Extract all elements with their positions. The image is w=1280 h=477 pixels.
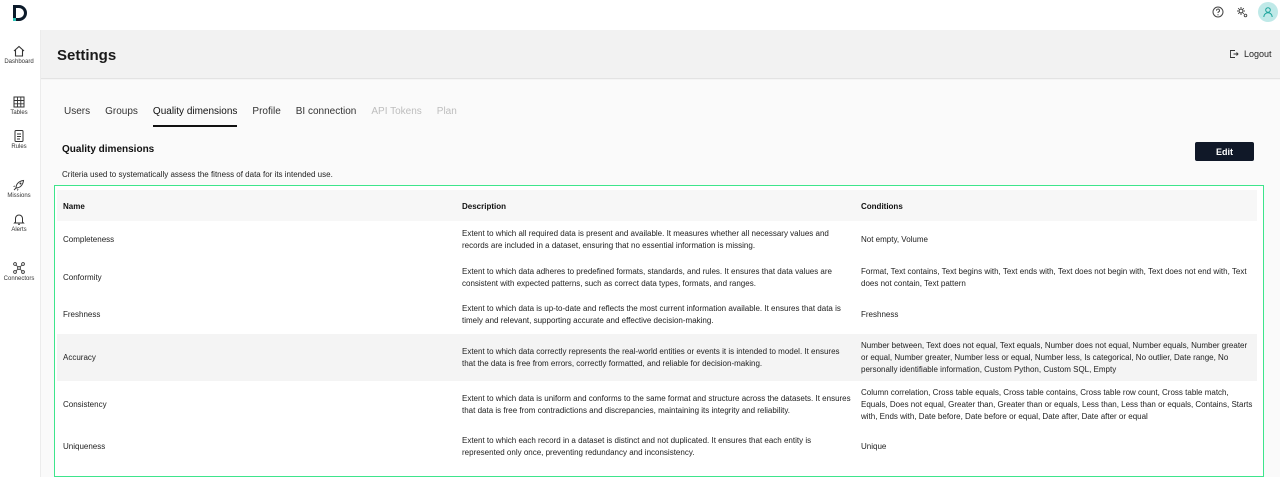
table-row[interactable]: [57, 334, 1257, 381]
table-row[interactable]: [57, 429, 1257, 465]
table-row[interactable]: [57, 296, 1257, 334]
sidebar-item-label: Rules: [11, 144, 27, 150]
tab-profile[interactable]: Profile: [252, 106, 281, 117]
cell-conditions: Number between, Text does not equal, Text equals, Number does not equal, Number equals, Number greater or equal, Number greater, Number less or equal, Number less, Is categorical, No outlier, Date range, No personally identifiable information, Custom Python, Custom SQL, Empty: [861, 340, 1248, 374]
sidebar-item-rules[interactable]: [0, 129, 38, 150]
page-header: [41, 30, 1280, 79]
sidebar: [0, 30, 41, 477]
tab-plan: Plan: [436, 106, 457, 117]
cell-name: Conformity: [63, 272, 102, 282]
column-header-name: Name: [63, 202, 85, 211]
cell-name: Freshness: [63, 310, 101, 319]
tab-quality-dimensions[interactable]: Quality dimensions: [153, 106, 237, 127]
table-row[interactable]: [57, 221, 1257, 259]
cell-description: Extent to which data correctly represents the real-world entities or events it is intended to model. It ensures that the data is free from errors, correctly formatted, and reliable for decision-making.: [462, 346, 840, 368]
cell-conditions: Unique: [861, 442, 887, 451]
sidebar-item-missions[interactable]: [0, 178, 38, 199]
cell-conditions: Freshness: [861, 310, 899, 319]
tab-bi-connection[interactable]: BI connection: [295, 106, 357, 117]
sidebar-item-connectors[interactable]: [0, 261, 38, 282]
table-icon: [12, 95, 26, 109]
settings-content: [41, 80, 1280, 477]
table-row[interactable]: [57, 381, 1257, 429]
table-header: [57, 190, 1257, 221]
cell-description: Extent to which each record in a dataset is distinct and not duplicated. It ensures that each entity is represented only once, preventing redundancy and inconsistency.: [462, 436, 812, 457]
table-row[interactable]: [57, 259, 1257, 296]
logout-label: Logout: [1244, 49, 1272, 59]
column-header-description: Description: [462, 202, 507, 211]
help-icon[interactable]: [1210, 4, 1226, 20]
edit-button[interactable]: Edit: [1195, 142, 1254, 161]
page-title: Settings: [57, 47, 117, 64]
cell-conditions: Not empty, Volume: [861, 235, 928, 244]
cell-conditions: Format, Text contains, Text begins with, Text ends with, Text does not begin with, Text does not end with, Text does not contain, Text pattern: [861, 266, 1247, 288]
sidebar-item-label: Connectors: [3, 276, 35, 282]
rules-icon: [12, 129, 26, 143]
sidebar-item-alerts[interactable]: [0, 212, 38, 233]
tab-bar: [64, 106, 472, 127]
sidebar-item-label: Missions: [7, 193, 31, 199]
cell-description: Extent to which data adheres to predefined formats, standards, and rules. It ensures that data values are consistent with expected patterns, such as correct data types, formats, and ranges.: [462, 266, 832, 288]
cell-name: Accuracy: [63, 352, 96, 362]
logout-icon: [1229, 49, 1239, 59]
section-title: Quality dimensions: [62, 144, 155, 155]
top-bar: [0, 0, 1280, 30]
sidebar-item-label: Tables: [10, 110, 28, 116]
logout-button[interactable]: [1229, 49, 1272, 59]
sidebar-item-dashboard[interactable]: [0, 44, 38, 65]
sidebar-item-tables[interactable]: [0, 95, 38, 116]
settings-icon[interactable]: [1234, 4, 1250, 20]
main-area: [41, 30, 1280, 477]
quality-dimensions-table: [54, 185, 1264, 477]
tab-api-tokens: API Tokens: [371, 106, 422, 117]
logo-icon[interactable]: [11, 4, 27, 22]
connectors-icon: [12, 261, 26, 275]
sidebar-item-label: Alerts: [11, 227, 27, 233]
cell-description: Extent to which data is up-to-date and reflects the most current information available. It ensures that data is timely and relevant, supporting accurate and effective decision-making.: [462, 304, 841, 325]
user-icon[interactable]: [1258, 2, 1278, 22]
cell-name: Consistency: [63, 400, 107, 409]
cell-description: Extent to which all required data is present and available. It measures whether all necessary values and records are included in a dataset, ensuring that no essential information is missing.: [462, 229, 829, 250]
tab-groups[interactable]: Groups: [105, 106, 138, 117]
section-description: Criteria used to systematically assess the fitness of data for its intended use.: [62, 170, 333, 179]
cell-name: Completeness: [63, 235, 115, 244]
cell-name: Uniqueness: [63, 442, 106, 451]
cell-description: Extent to which data is uniform and conforms to the same format and structure across the datasets. It ensures that data is free from contradictions and discrepancies, maintaining its integrity and reliability.: [462, 394, 851, 415]
home-icon: [12, 44, 26, 58]
rocket-icon: [12, 178, 26, 192]
column-header-conditions: Conditions: [861, 202, 903, 211]
tab-users[interactable]: Users: [64, 106, 91, 117]
sidebar-item-label: Dashboard: [4, 59, 34, 65]
cell-conditions: Column correlation, Cross table equals, Cross table contains, Cross table row count, Cross table match, Equals, Does not equal, Greater than, Greater than or equals, Less than, Less than or equals, Contains, Starts with, Ends with, Date before, Date before or equal, Date after, Date after or equal: [861, 388, 1253, 421]
bell-icon: [12, 212, 26, 226]
